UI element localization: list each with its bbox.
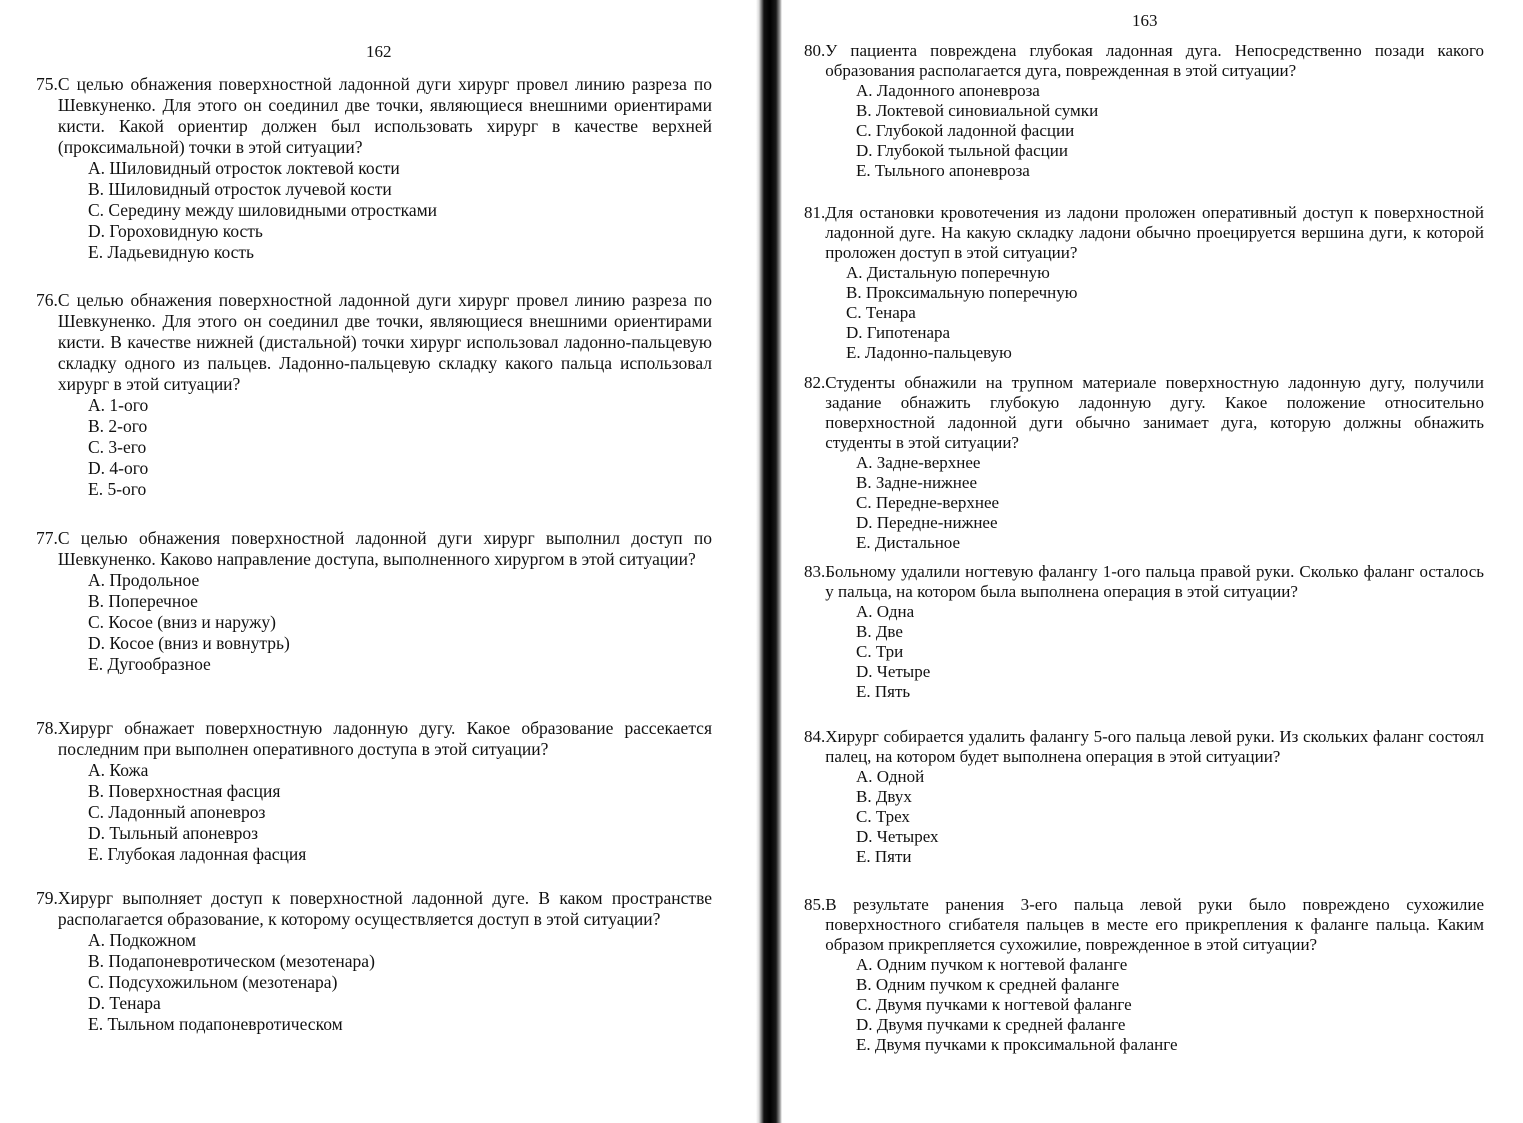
answer-options xyxy=(88,395,712,500)
answer-option: С. Подсухожильном (мезотенара) xyxy=(88,972,338,992)
answer-options xyxy=(856,453,1484,553)
answer-option: D. Гипотенара xyxy=(846,323,951,342)
answer-option: А. Задне-верхнее xyxy=(856,453,981,472)
answer-option: А. Продольное xyxy=(88,570,200,590)
question-number: 83. xyxy=(804,562,826,581)
question-85 xyxy=(804,895,1484,1055)
answer-option: В. Подапоневротическом (мезотенара) xyxy=(88,951,375,971)
answer-options xyxy=(856,767,1484,867)
answer-option: Е. Пяти xyxy=(856,847,912,866)
answer-options xyxy=(846,263,1484,363)
question-number: 78. xyxy=(36,718,58,738)
answer-option: D. Четыре xyxy=(856,662,931,681)
answer-option: С. Косое (вниз и наружу) xyxy=(88,612,276,632)
question-76 xyxy=(36,290,712,500)
answer-option: В. Две xyxy=(856,622,903,641)
answer-option: Е. Ладьевидную кость xyxy=(88,242,255,262)
answer-option: D. Тыльный апоневроз xyxy=(88,823,259,843)
question-text: С целью обнажения поверхностной ладонной дуги хирург выполнил доступ по Шевкуненко. Каково направление доступа, выполненного хирургом в этой ситуации? xyxy=(57,528,712,569)
question-text-row xyxy=(36,74,712,158)
question-number: 75. xyxy=(36,74,58,94)
question-79 xyxy=(36,888,712,1035)
question-text-row xyxy=(804,373,1484,453)
answer-option: В. Одним пучком к средней фаланге xyxy=(856,975,1120,994)
answer-option: С. Три xyxy=(856,642,904,661)
answer-option: Е. Пять xyxy=(856,682,911,701)
question-text-row xyxy=(804,41,1484,81)
question-77 xyxy=(36,528,712,675)
answer-option: С. Трех xyxy=(856,807,910,826)
answer-option: А. Кожа xyxy=(88,760,149,780)
question-text: У пациента повреждена глубокая ладонная дуга. Непосредственно позади какого образования располагается дуга, поврежденная в этой ситуации? xyxy=(825,41,1484,80)
question-text: С целью обнажения поверхностной ладонной дуги хирург провел линию разреза по Шевкуненко. Для этого он соединил две точки, являющиеся внешними ориентирами кисти. В качестве нижней (дистальной) точки хирург использовал ладонно-пальцевую складку одного из пальцев. Ладонно-пальцевую складку какого пальца использовал хирург в этой ситуации? xyxy=(57,290,712,394)
question-number: 84. xyxy=(804,727,826,746)
answer-option: А. Дистальную поперечную xyxy=(846,263,1050,282)
question-number: 76. xyxy=(36,290,58,310)
answer-option: D. Косое (вниз и вовнутрь) xyxy=(88,633,290,653)
question-number: 85. xyxy=(804,895,826,914)
answer-option: С. Передне-верхнее xyxy=(856,493,1000,512)
question-82 xyxy=(804,373,1484,553)
answer-option: А. Подкожном xyxy=(88,930,197,950)
question-78 xyxy=(36,718,712,865)
question-number: 80. xyxy=(804,41,826,60)
answer-options xyxy=(88,158,712,263)
answer-option: В. Проксимальную поперечную xyxy=(846,283,1078,302)
answer-option: Е. 5-ого xyxy=(88,479,147,499)
answer-option: А. Одна xyxy=(856,602,915,621)
question-number: 81. xyxy=(804,203,826,222)
answer-option: С. Тенара xyxy=(846,303,916,322)
answer-options xyxy=(856,955,1484,1055)
answer-option: А. 1-ого xyxy=(88,395,149,415)
question-text-row xyxy=(804,895,1484,955)
answer-option: D. Передне-нижнее xyxy=(856,513,998,532)
answer-option: А. Ладонного апоневроза xyxy=(856,81,1040,100)
question-83 xyxy=(804,562,1484,702)
answer-option: Е. Дугообразное xyxy=(88,654,211,674)
question-text-row xyxy=(36,290,712,395)
page-number: 162 xyxy=(366,42,392,61)
answer-option: В. Шиловидный отросток лучевой кости xyxy=(88,179,392,199)
answer-option: Е. Глубокая ладонная фасция xyxy=(88,844,307,864)
answer-option: Е. Двумя пучками к проксимальной фаланге xyxy=(856,1035,1178,1054)
question-number: 79. xyxy=(36,888,58,908)
left-page xyxy=(0,0,752,1123)
question-text-row xyxy=(804,203,1484,263)
question-84 xyxy=(804,727,1484,867)
answer-option: С. Глубокой ладонной фасции xyxy=(856,121,1075,140)
question-number: 82. xyxy=(804,373,826,392)
answer-option: В. Локтевой синовиальной сумки xyxy=(856,101,1099,120)
question-81 xyxy=(804,203,1484,363)
answer-option: В. Задне-нижнее xyxy=(856,473,977,492)
answer-option: D. Четырех xyxy=(856,827,939,846)
question-text: Больному удалили ногтевую фалангу 1-ого пальца правой руки. Сколько фаланг осталось у пальца, на котором была выполнена операция в этой ситуации? xyxy=(825,562,1484,601)
question-text: В результате ранения 3-его пальца левой руки было повреждено сухожилие поверхностного сгибателя пальцев в месте его прикрепления к фаланге пальца. Каким образом прикрепляется сухожилие, поврежденное в этой ситуации? xyxy=(825,895,1484,954)
answer-option: С. 3-его xyxy=(88,437,147,457)
answer-option: В. 2-ого xyxy=(88,416,148,436)
answer-option: В. Двух xyxy=(856,787,912,806)
answer-option: С. Двумя пучками к ногтевой фаланге xyxy=(856,995,1132,1014)
answer-option: С. Середину между шиловидными отростками xyxy=(88,200,438,220)
answer-option: В. Поперечное xyxy=(88,591,198,611)
question-text-row xyxy=(36,888,712,930)
question-80 xyxy=(804,41,1484,181)
question-text-row xyxy=(36,718,712,760)
answer-option: D. Двумя пучками к средней фаланге xyxy=(856,1015,1126,1034)
answer-option: С. Ладонный апоневроз xyxy=(88,802,266,822)
answer-options xyxy=(88,570,712,675)
question-text: Хирург обнажает поверхностную ладонную дугу. Какое образование рассекается последним при выполнен оперативного доступа в этой ситуации? xyxy=(57,718,712,759)
answer-option: Е. Тыльного апоневроза xyxy=(856,161,1030,180)
answer-options xyxy=(88,930,712,1035)
right-page xyxy=(786,0,1523,1123)
answer-option: Е. Ладонно-пальцевую xyxy=(846,343,1012,362)
answer-option: D. 4-ого xyxy=(88,458,149,478)
answer-option: А. Одним пучком к ногтевой фаланге xyxy=(856,955,1128,974)
answer-option: D. Гороховидную кость xyxy=(88,221,263,241)
answer-option: Е. Тыльном подапоневротическом xyxy=(88,1014,343,1034)
question-text: Для остановки кровотечения из ладони проложен оперативный доступ к поверхностной ладонной дуге. На какую складку ладони обычно проецируется вершина дуги, к которой проложен доступ в этой ситуации? xyxy=(825,203,1484,262)
question-text-row xyxy=(804,727,1484,767)
answer-option: А. Одной xyxy=(856,767,925,786)
question-number: 77. xyxy=(36,528,58,548)
answer-option: D. Глубокой тыльной фасции xyxy=(856,141,1068,160)
question-text: С целью обнажения поверхностной ладонной дуги хирург провел линию разреза по Шевкуненко. Для этого он соединил две точки, являющиеся внешними ориентирами кисти. Какой ориентир должен был использовать хирург в качестве верхней (проксимальной) точки в этой ситуации? xyxy=(57,74,712,157)
answer-options xyxy=(88,760,712,865)
page-number: 163 xyxy=(1132,11,1158,30)
question-text-row xyxy=(804,562,1484,602)
answer-option: D. Тенара xyxy=(88,993,161,1013)
question-text: Хирург выполняет доступ к поверхностной ладонной дуге. В каком пространстве располагается образование, к которому осуществляется доступ в этой ситуации? xyxy=(57,888,712,929)
question-text: Хирург собирается удалить фалангу 5-ого пальца левой руки. Из скольких фаланг состоял палец, на котором будет выполнена операция в этой ситуации? xyxy=(825,727,1484,766)
question-75 xyxy=(36,74,712,263)
answer-option: А. Шиловидный отросток локтевой кости xyxy=(88,158,400,178)
answer-option: Е. Дистальное xyxy=(856,533,961,552)
answer-option: В. Поверхностная фасция xyxy=(88,781,281,801)
answer-options xyxy=(856,602,1484,702)
question-text: Студенты обнажили на трупном материале поверхностную ладонную дугу, получили задание обнажить глубокую ладонную дугу. Какое положение относительно поверхностной ладонной дуги обычно занимает дуга, которую должны обнажить студенты в этой ситуации? xyxy=(825,373,1484,452)
book-spine-shadow xyxy=(756,0,782,1123)
answer-options xyxy=(856,81,1484,181)
question-text-row xyxy=(36,528,712,570)
